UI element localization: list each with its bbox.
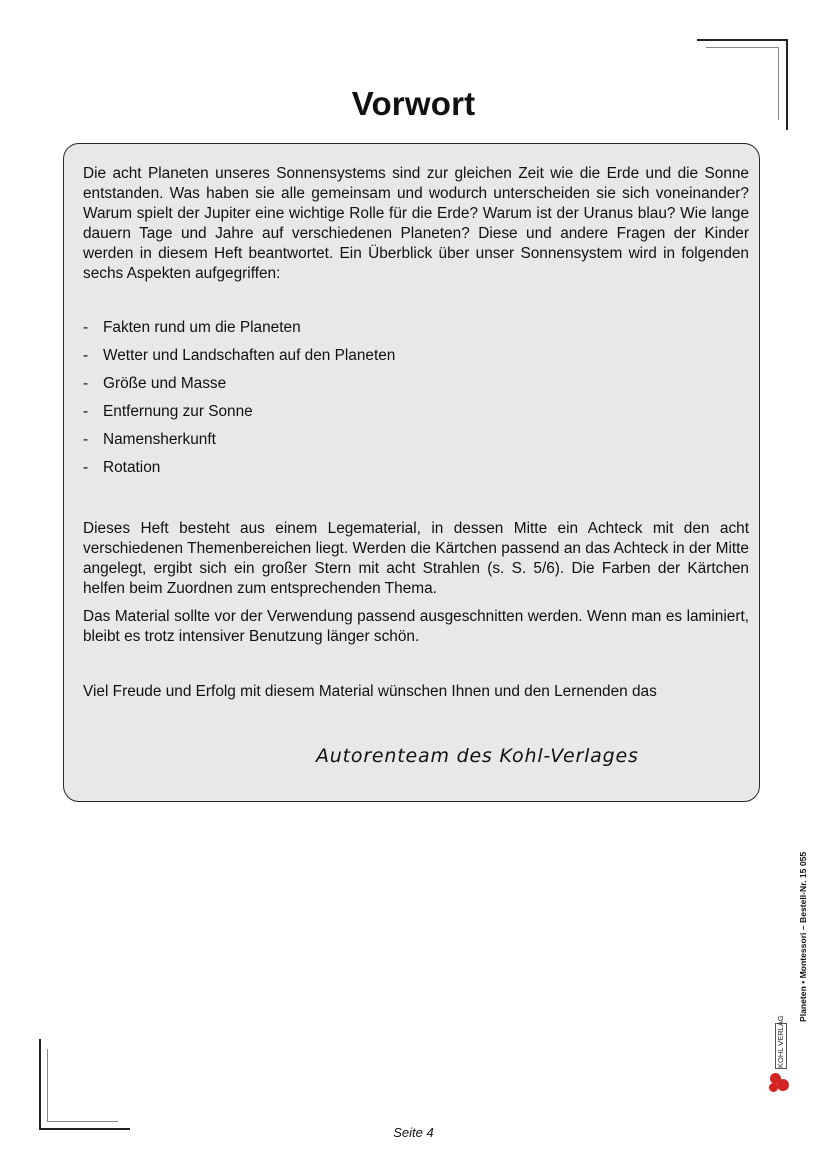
material-paragraph: Dieses Heft besteht aus einem Legematerial, in dessen Mitte ein Achteck mit den acht verschiedenen Themenbereichen liegt. Werden die Kärtchen passend an das Achteck in der Mitte angelegt, ergibt sich ein großer Stern mit acht Strahlen (s. S. 5/6). Die Farben der Kärtchen helfen beim Zuordnen zum entsprechenden Thema.: [83, 520, 749, 597]
publisher-logo: [767, 1015, 797, 1095]
intro-paragraph: Die acht Planeten unseres Sonnensystems sind zur gleichen Zeit wie die Erde und die Sonne entstanden. Was haben sie alle gemeinsam und wodurch unterscheiden sie sich voneinander? Warum spielt der Jupiter eine wichtige Rolle für die Erde? Warum ist der Uranus blau? Wie lange dauern Tage und Jahre auf verschiedenen Planeten? Diese und andere Fragen der Kinder werden in diesem Heft beantwortet. Ein Überblick über unser Sonnensystem wird in folgenden sechs Aspekten aufgegriffen:: [83, 165, 749, 282]
page-number: Seite 4: [393, 1125, 434, 1140]
aspect-list: [83, 318, 749, 486]
list-item: - Rotation: [83, 459, 161, 476]
logo-text: KOHL VERLAG: [776, 1015, 785, 1068]
list-bullet: -: [83, 347, 89, 364]
list-item: - Entfernung zur Sonne: [83, 403, 253, 420]
list-item: - Fakten rund um die Planeten: [83, 319, 301, 336]
preparation-paragraph: Das Material sollte vor der Verwendung passend ausgeschnitten werden. Wenn man es laminiert, bleibt es trotz intensiver Benutzung länger schön.: [83, 608, 749, 645]
list-bullet: -: [83, 319, 89, 336]
list-bullet: -: [83, 403, 89, 420]
list-item: - Wetter und Landschaften auf den Planeten: [83, 347, 396, 364]
order-number-side-text: Planeten • Montessori – Bestell-Nr. 15 055: [798, 851, 808, 1022]
list-bullet: -: [83, 375, 89, 392]
list-bullet: -: [83, 459, 89, 476]
list-item: - Größe und Masse: [83, 375, 227, 392]
list-bullet: -: [83, 431, 89, 448]
foreword-box: [63, 143, 760, 802]
author-signature: Autorenteam des Kohl-Verlages: [316, 745, 639, 767]
page-title: Vorwort: [351, 85, 476, 123]
closing-line: Viel Freude und Erfolg mit diesem Material wünschen Ihnen und den Lernenden das: [83, 683, 657, 700]
list-item: - Namensherkunft: [83, 431, 216, 448]
